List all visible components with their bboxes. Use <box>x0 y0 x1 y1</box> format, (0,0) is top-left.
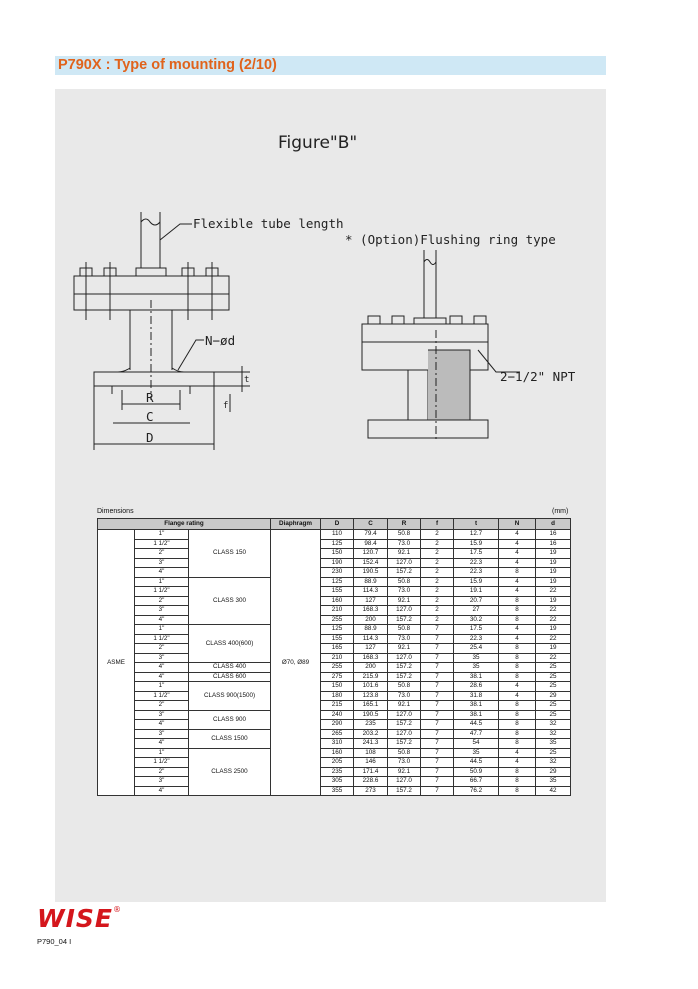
value-cell: 50.8 <box>388 625 421 635</box>
value-cell: 19 <box>536 596 571 606</box>
value-cell: 8 <box>499 596 536 606</box>
value-cell: 200 <box>354 663 388 673</box>
value-cell: 8 <box>499 739 536 749</box>
value-cell: 4 <box>499 577 536 587</box>
value-cell: 125 <box>321 625 354 635</box>
wise-logo <box>37 904 122 933</box>
value-cell: 127 <box>354 596 388 606</box>
diaphragm-cell: Ø70, Ø89 <box>271 530 321 796</box>
size-cell: 1" <box>135 530 189 540</box>
value-cell: 125 <box>321 577 354 587</box>
value-cell: 152.4 <box>354 558 388 568</box>
value-cell: 190.5 <box>354 568 388 578</box>
value-cell: 32 <box>536 758 571 768</box>
value-cell: 4 <box>499 530 536 540</box>
value-cell: 165.1 <box>354 701 388 711</box>
table-row <box>98 596 571 606</box>
value-cell: 8 <box>499 653 536 663</box>
value-cell: 15.9 <box>454 539 499 549</box>
table-row <box>98 767 571 777</box>
value-cell: 157.2 <box>388 568 421 578</box>
value-cell: 7 <box>421 729 454 739</box>
value-cell: 150 <box>321 549 354 559</box>
value-cell: 35 <box>536 739 571 749</box>
value-cell: 8 <box>499 729 536 739</box>
size-cell: 2" <box>135 767 189 777</box>
size-cell: 1 1/2" <box>135 634 189 644</box>
value-cell: 127.0 <box>388 558 421 568</box>
value-cell: 230 <box>321 568 354 578</box>
value-cell: 73.0 <box>388 691 421 701</box>
value-cell: 8 <box>499 663 536 673</box>
value-cell: 203.2 <box>354 729 388 739</box>
table-row <box>98 739 571 749</box>
value-cell: 4 <box>499 691 536 701</box>
value-cell: 7 <box>421 767 454 777</box>
value-cell: 150 <box>321 682 354 692</box>
section-title: P790X : Type of mounting (2/10) <box>58 57 277 73</box>
table-row <box>98 644 571 654</box>
table-row <box>98 748 571 758</box>
value-cell: 25 <box>536 682 571 692</box>
value-cell: 7 <box>421 691 454 701</box>
value-cell: 22 <box>536 653 571 663</box>
value-cell: 4 <box>499 758 536 768</box>
standard-cell: ASME <box>98 530 135 796</box>
class-cell: CLASS 400(600) <box>189 625 271 663</box>
value-cell: 2 <box>421 539 454 549</box>
label-t: t <box>244 375 250 385</box>
label-f: f <box>223 401 229 411</box>
value-cell: 4 <box>499 558 536 568</box>
value-cell: 47.7 <box>454 729 499 739</box>
table-row <box>98 701 571 711</box>
value-cell: 20.7 <box>454 596 499 606</box>
value-cell: 275 <box>321 672 354 682</box>
value-cell: 35 <box>454 748 499 758</box>
size-cell: 1 1/2" <box>135 539 189 549</box>
value-cell: 25 <box>536 701 571 711</box>
table-row <box>98 549 571 559</box>
value-cell: 210 <box>321 606 354 616</box>
size-cell: 2" <box>135 596 189 606</box>
value-cell: 22 <box>536 615 571 625</box>
value-cell: 8 <box>499 710 536 720</box>
value-cell: 25 <box>536 748 571 758</box>
registered-mark: ® <box>112 904 122 914</box>
value-cell: 8 <box>499 644 536 654</box>
value-cell: 22 <box>536 606 571 616</box>
value-cell: 7 <box>421 720 454 730</box>
size-cell: 3" <box>135 710 189 720</box>
value-cell: 190 <box>321 558 354 568</box>
value-cell: 8 <box>499 615 536 625</box>
value-cell: 35 <box>536 777 571 787</box>
value-cell: 265 <box>321 729 354 739</box>
value-cell: 30.2 <box>454 615 499 625</box>
size-cell: 4" <box>135 663 189 673</box>
value-cell: 2 <box>421 530 454 540</box>
value-cell: 7 <box>421 777 454 787</box>
value-cell: 17.5 <box>454 625 499 635</box>
value-cell: 32 <box>536 729 571 739</box>
size-cell: 4" <box>135 739 189 749</box>
value-cell: 73.0 <box>388 634 421 644</box>
value-cell: 101.6 <box>354 682 388 692</box>
table-row <box>98 615 571 625</box>
value-cell: 2 <box>421 587 454 597</box>
table-row <box>98 558 571 568</box>
label-c: C <box>146 409 154 424</box>
value-cell: 310 <box>321 739 354 749</box>
value-cell: 4 <box>499 587 536 597</box>
value-cell: 25 <box>536 672 571 682</box>
value-cell: 290 <box>321 720 354 730</box>
value-cell: 88.9 <box>354 577 388 587</box>
value-cell: 7 <box>421 739 454 749</box>
value-cell: 127.0 <box>388 710 421 720</box>
table-row <box>98 587 571 597</box>
value-cell: 200 <box>354 615 388 625</box>
size-cell: 4" <box>135 720 189 730</box>
value-cell: 16 <box>536 539 571 549</box>
table-row <box>98 539 571 549</box>
table-row <box>98 682 571 692</box>
class-cell: CLASS 300 <box>189 577 271 625</box>
value-cell: 2 <box>421 577 454 587</box>
brand-text: WISE <box>37 904 113 933</box>
class-cell: CLASS 400 <box>189 663 271 673</box>
value-cell: 7 <box>421 748 454 758</box>
value-cell: 305 <box>321 777 354 787</box>
value-cell: 215.9 <box>354 672 388 682</box>
value-cell: 73.0 <box>388 587 421 597</box>
header-n: N <box>499 519 536 530</box>
value-cell: 171.4 <box>354 767 388 777</box>
size-cell: 1" <box>135 748 189 758</box>
value-cell: 8 <box>499 786 536 796</box>
header-t: t <box>454 519 499 530</box>
table-row <box>98 530 571 540</box>
value-cell: 160 <box>321 748 354 758</box>
size-cell: 2" <box>135 644 189 654</box>
value-cell: 127.0 <box>388 653 421 663</box>
value-cell: 228.6 <box>354 777 388 787</box>
value-cell: 2 <box>421 558 454 568</box>
value-cell: 19 <box>536 558 571 568</box>
value-cell: 2 <box>421 568 454 578</box>
value-cell: 7 <box>421 653 454 663</box>
table-row <box>98 777 571 787</box>
value-cell: 8 <box>499 701 536 711</box>
value-cell: 29 <box>536 767 571 777</box>
value-cell: 241.3 <box>354 739 388 749</box>
value-cell: 8 <box>499 568 536 578</box>
label-npt: 2−1/2" NPT <box>500 369 576 384</box>
value-cell: 7 <box>421 701 454 711</box>
value-cell: 42 <box>536 786 571 796</box>
value-cell: 127.0 <box>388 777 421 787</box>
value-cell: 7 <box>421 682 454 692</box>
value-cell: 157.2 <box>388 615 421 625</box>
value-cell: 165 <box>321 644 354 654</box>
value-cell: 73.0 <box>388 539 421 549</box>
class-cell: CLASS 600 <box>189 672 271 682</box>
value-cell: 44.5 <box>454 720 499 730</box>
size-cell: 3" <box>135 606 189 616</box>
value-cell: 19 <box>536 644 571 654</box>
value-cell: 92.1 <box>388 644 421 654</box>
value-cell: 4 <box>499 748 536 758</box>
value-cell: 50.8 <box>388 748 421 758</box>
table-header-row <box>98 519 571 530</box>
class-cell: CLASS 900(1500) <box>189 682 271 711</box>
table-row <box>98 672 571 682</box>
table-row <box>98 625 571 635</box>
value-cell: 168.3 <box>354 606 388 616</box>
value-cell: 110 <box>321 530 354 540</box>
value-cell: 98.4 <box>354 539 388 549</box>
header-d-hole: d <box>536 519 571 530</box>
value-cell: 31.8 <box>454 691 499 701</box>
value-cell: 168.3 <box>354 653 388 663</box>
value-cell: 355 <box>321 786 354 796</box>
value-cell: 25 <box>536 710 571 720</box>
value-cell: 22 <box>536 587 571 597</box>
value-cell: 25 <box>536 663 571 673</box>
value-cell: 22 <box>536 634 571 644</box>
value-cell: 123.8 <box>354 691 388 701</box>
header-diaphragm: Diaphragm <box>271 519 321 530</box>
value-cell: 255 <box>321 615 354 625</box>
table-row <box>98 691 571 701</box>
value-cell: 7 <box>421 634 454 644</box>
value-cell: 16 <box>536 530 571 540</box>
value-cell: 92.1 <box>388 701 421 711</box>
value-cell: 19 <box>536 625 571 635</box>
value-cell: 4 <box>499 682 536 692</box>
table-row <box>98 710 571 720</box>
figure-caption: Figure"B" <box>278 133 358 153</box>
header-c: C <box>354 519 388 530</box>
value-cell: 180 <box>321 691 354 701</box>
value-cell: 255 <box>321 663 354 673</box>
table-title: Dimensions <box>97 508 134 515</box>
table-row <box>98 577 571 587</box>
value-cell: 15.9 <box>454 577 499 587</box>
size-cell: 4" <box>135 672 189 682</box>
value-cell: 7 <box>421 663 454 673</box>
size-cell: 3" <box>135 558 189 568</box>
value-cell: 7 <box>421 786 454 796</box>
size-cell: 4" <box>135 786 189 796</box>
value-cell: 240 <box>321 710 354 720</box>
value-cell: 92.1 <box>388 767 421 777</box>
value-cell: 44.5 <box>454 758 499 768</box>
value-cell: 22.3 <box>454 634 499 644</box>
value-cell: 235 <box>354 720 388 730</box>
value-cell: 7 <box>421 644 454 654</box>
dimensions-table <box>97 518 571 796</box>
value-cell: 19 <box>536 568 571 578</box>
value-cell: 155 <box>321 587 354 597</box>
value-cell: 205 <box>321 758 354 768</box>
value-cell: 50.8 <box>388 530 421 540</box>
label-r: R <box>146 390 154 405</box>
header-flange-rating: Flange rating <box>98 519 271 530</box>
value-cell: 50.8 <box>388 682 421 692</box>
table-row <box>98 729 571 739</box>
value-cell: 38.1 <box>454 672 499 682</box>
value-cell: 127.0 <box>388 606 421 616</box>
size-cell: 1 1/2" <box>135 691 189 701</box>
size-cell: 2" <box>135 701 189 711</box>
header-f: f <box>421 519 454 530</box>
table-row <box>98 653 571 663</box>
value-cell: 29 <box>536 691 571 701</box>
value-cell: 2 <box>421 606 454 616</box>
value-cell: 190.5 <box>354 710 388 720</box>
size-cell: 3" <box>135 777 189 787</box>
value-cell: 127.0 <box>388 729 421 739</box>
table-row <box>98 786 571 796</box>
value-cell: 125 <box>321 539 354 549</box>
table-row <box>98 634 571 644</box>
value-cell: 35 <box>454 663 499 673</box>
value-cell: 8 <box>499 672 536 682</box>
value-cell: 157.2 <box>388 672 421 682</box>
value-cell: 8 <box>499 767 536 777</box>
table-row <box>98 663 571 673</box>
header-r: R <box>388 519 421 530</box>
value-cell: 32 <box>536 720 571 730</box>
class-cell: CLASS 2500 <box>189 748 271 796</box>
value-cell: 155 <box>321 634 354 644</box>
value-cell: 146 <box>354 758 388 768</box>
value-cell: 50.8 <box>388 577 421 587</box>
value-cell: 7 <box>421 758 454 768</box>
page-code: P790_04 I <box>37 937 72 946</box>
value-cell: 88.9 <box>354 625 388 635</box>
value-cell: 79.4 <box>354 530 388 540</box>
value-cell: 17.5 <box>454 549 499 559</box>
value-cell: 215 <box>321 701 354 711</box>
value-cell: 157.2 <box>388 786 421 796</box>
table-row <box>98 758 571 768</box>
value-cell: 38.1 <box>454 701 499 711</box>
value-cell: 2 <box>421 549 454 559</box>
size-cell: 1 1/2" <box>135 587 189 597</box>
size-cell: 1" <box>135 577 189 587</box>
size-cell: 3" <box>135 653 189 663</box>
value-cell: 210 <box>321 653 354 663</box>
value-cell: 8 <box>499 720 536 730</box>
label-flushing-ring: * (Option)Flushing ring type <box>345 232 556 247</box>
size-cell: 1" <box>135 625 189 635</box>
value-cell: 2 <box>421 596 454 606</box>
value-cell: 92.1 <box>388 596 421 606</box>
size-cell: 4" <box>135 615 189 625</box>
table-row <box>98 606 571 616</box>
size-cell: 1" <box>135 682 189 692</box>
value-cell: 38.1 <box>454 710 499 720</box>
header-d-outer: D <box>321 519 354 530</box>
label-d: D <box>146 430 154 445</box>
table-unit: (mm) <box>552 508 569 515</box>
value-cell: 19 <box>536 577 571 587</box>
value-cell: 12.7 <box>454 530 499 540</box>
value-cell: 4 <box>499 539 536 549</box>
value-cell: 28.6 <box>454 682 499 692</box>
value-cell: 157.2 <box>388 739 421 749</box>
value-cell: 19.1 <box>454 587 499 597</box>
value-cell: 114.3 <box>354 634 388 644</box>
value-cell: 4 <box>499 549 536 559</box>
value-cell: 157.2 <box>388 720 421 730</box>
table-row <box>98 720 571 730</box>
value-cell: 54 <box>454 739 499 749</box>
size-cell: 4" <box>135 568 189 578</box>
value-cell: 22.3 <box>454 558 499 568</box>
size-cell: 1 1/2" <box>135 758 189 768</box>
value-cell: 235 <box>321 767 354 777</box>
value-cell: 73.0 <box>388 758 421 768</box>
label-n-d: N−ød <box>205 333 236 348</box>
value-cell: 8 <box>499 777 536 787</box>
value-cell: 50.9 <box>454 767 499 777</box>
label-flexible-tube: Flexible tube length <box>193 216 344 231</box>
table-row <box>98 568 571 578</box>
value-cell: 7 <box>421 625 454 635</box>
class-cell: CLASS 150 <box>189 530 271 578</box>
value-cell: 4 <box>499 625 536 635</box>
value-cell: 127 <box>354 644 388 654</box>
value-cell: 7 <box>421 672 454 682</box>
value-cell: 25.4 <box>454 644 499 654</box>
size-cell: 3" <box>135 729 189 739</box>
value-cell: 27 <box>454 606 499 616</box>
value-cell: 7 <box>421 710 454 720</box>
class-cell: CLASS 900 <box>189 710 271 729</box>
value-cell: 22.3 <box>454 568 499 578</box>
size-cell: 2" <box>135 549 189 559</box>
value-cell: 76.2 <box>454 786 499 796</box>
value-cell: 35 <box>454 653 499 663</box>
value-cell: 120.7 <box>354 549 388 559</box>
value-cell: 8 <box>499 606 536 616</box>
value-cell: 157.2 <box>388 663 421 673</box>
value-cell: 273 <box>354 786 388 796</box>
value-cell: 19 <box>536 549 571 559</box>
value-cell: 114.3 <box>354 587 388 597</box>
value-cell: 108 <box>354 748 388 758</box>
value-cell: 92.1 <box>388 549 421 559</box>
class-cell: CLASS 1500 <box>189 729 271 748</box>
value-cell: 4 <box>499 634 536 644</box>
value-cell: 160 <box>321 596 354 606</box>
value-cell: 66.7 <box>454 777 499 787</box>
value-cell: 2 <box>421 615 454 625</box>
